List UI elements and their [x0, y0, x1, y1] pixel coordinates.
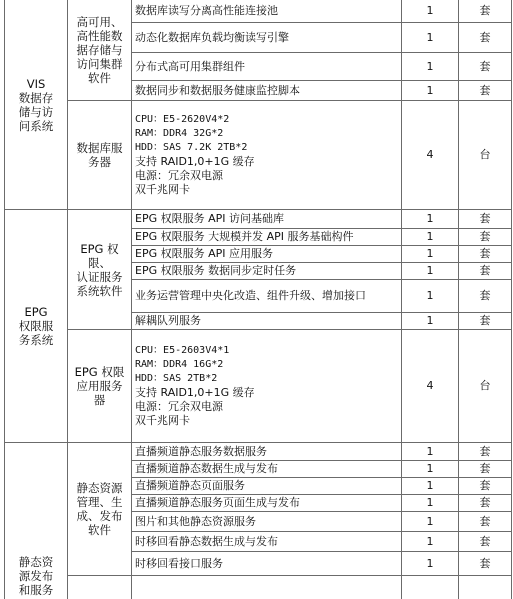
item-name: 直播频道静态服务数据服务 [132, 443, 402, 461]
spec-line: 双千兆网卡 [135, 414, 190, 427]
item-name: 时移回看静态数据生成与发布 [132, 532, 402, 552]
item-qty: 1 [402, 229, 459, 246]
item-name: 分布式高可用集群组件 [132, 53, 402, 81]
system-name-cell [5, 210, 68, 443]
item-qty: 1 [402, 23, 459, 53]
item-unit: 套 [459, 495, 512, 512]
module-name-cell [68, 443, 132, 576]
item-qty: 1 [402, 246, 459, 263]
module-name-cell [68, 0, 132, 101]
table-body [5, 0, 512, 599]
item-unit: 套 [459, 229, 512, 246]
module-name: 高可用、 高性能数 据存储与 访问集群 软件 [76, 15, 123, 85]
item-qty: 1 [402, 210, 459, 229]
spec-line: CPU：E5-2620V4*2 [135, 114, 230, 125]
item-unit: 套 [459, 532, 512, 552]
item-qty: 1 [402, 478, 459, 495]
item-unit: 套 [459, 478, 512, 495]
table-row [5, 576, 512, 599]
server-spec [132, 101, 402, 210]
spec-line: HDD：SAS 7.2K 2TB*2 [135, 142, 248, 153]
item-name: 数据库读写分离高性能连接池 [132, 0, 402, 23]
item-unit: 套 [459, 313, 512, 330]
module-name: 数据库服 务器 [76, 141, 123, 169]
item-name: 时移回看接口服务 [132, 552, 402, 576]
system-name: 静态资 源发布 和服务 [18, 555, 54, 597]
item-unit: 套 [459, 552, 512, 576]
module-name-cell [68, 330, 132, 443]
item-name: 直播频道静态页面服务 [132, 478, 402, 495]
item-qty: 4 [402, 101, 459, 210]
item-qty: 1 [402, 280, 459, 313]
item-qty: 1 [402, 81, 459, 101]
item-qty: 1 [402, 532, 459, 552]
item-unit: 套 [459, 443, 512, 461]
table-row [5, 443, 512, 461]
item-name: 动态化数据库负载均衡读写引擎 [132, 23, 402, 53]
server-spec [132, 330, 402, 443]
item-unit: 套 [459, 23, 512, 53]
spec-line: 电源：冗余双电源 [135, 169, 223, 182]
item-qty: 1 [402, 512, 459, 532]
item-qty: 1 [402, 53, 459, 81]
item-unit: 套 [459, 53, 512, 81]
empty-cell [68, 576, 132, 599]
spec-line: RAM：DDR4 32G*2 [135, 128, 224, 139]
item-qty: 1 [402, 495, 459, 512]
module-name-cell [68, 101, 132, 210]
item-name: EPG 权限服务 数据同步定时任务 [132, 263, 402, 280]
item-name: 图片和其他静态资源服务 [132, 512, 402, 532]
module-name: EPG 权限、 认证服务 系统软件 [76, 241, 123, 298]
system-name: VIS 数据存 储与访 问系统 [18, 76, 54, 133]
spec-line: 支持 RAID1,0+1G 缓存 [135, 386, 255, 399]
spec-line: 双千兆网卡 [135, 183, 190, 196]
item-name: 数据同步和数据服务健康监控脚本 [132, 81, 402, 101]
item-unit: 套 [459, 461, 512, 478]
spec-line: 电源：冗余双电源 [135, 400, 223, 413]
item-name: 解耦队列服务 [132, 313, 402, 330]
item-unit: 套 [459, 0, 512, 23]
table-row [5, 210, 512, 229]
item-qty: 1 [402, 263, 459, 280]
table-row [5, 0, 512, 23]
item-unit: 套 [459, 81, 512, 101]
item-name: EPG 权限服务 大规模并发 API 服务基础构件 [132, 229, 402, 246]
spec-line: HDD：SAS 2TB*2 [135, 373, 218, 384]
item-unit: 套 [459, 210, 512, 229]
spec-line: 支持 RAID1,0+1G 缓存 [135, 155, 255, 168]
item-qty: 1 [402, 552, 459, 576]
empty-cell [132, 576, 402, 599]
module-name-cell [68, 210, 132, 330]
item-qty: 4 [402, 330, 459, 443]
spec-line: CPU：E5-2603V4*1 [135, 345, 230, 356]
module-name: EPG 权限 应用服务 器 [74, 365, 125, 407]
spec-line: RAM：DDR4 16G*2 [135, 359, 224, 370]
item-name: EPG 权限服务 API 应用服务 [132, 246, 402, 263]
item-name: EPG 权限服务 API 访问基础库 [132, 210, 402, 229]
table-row [5, 330, 512, 443]
item-unit: 台 [459, 330, 512, 443]
empty-cell [402, 576, 459, 599]
item-name: 业务运营管理中央化改造、组件升级、增加接口 [132, 280, 402, 313]
item-qty: 1 [402, 0, 459, 23]
item-unit: 套 [459, 263, 512, 280]
item-qty: 1 [402, 313, 459, 330]
item-name: 直播频道静态数据生成与发布 [132, 461, 402, 478]
system-name: EPG 权限服 务系统 [18, 305, 54, 347]
item-unit: 套 [459, 512, 512, 532]
table-row [5, 101, 512, 210]
module-name: 静态资源 管理、生 成、发布 软件 [76, 481, 123, 537]
item-qty: 1 [402, 443, 459, 461]
item-unit: 套 [459, 280, 512, 313]
system-name-cell [5, 0, 68, 210]
empty-cell [459, 576, 512, 599]
item-name: 直播频道静态服务页面生成与发布 [132, 495, 402, 512]
item-unit: 台 [459, 101, 512, 210]
item-qty: 1 [402, 461, 459, 478]
equipment-spec-table [4, 0, 512, 599]
system-name-cell [5, 443, 68, 599]
item-unit: 套 [459, 246, 512, 263]
